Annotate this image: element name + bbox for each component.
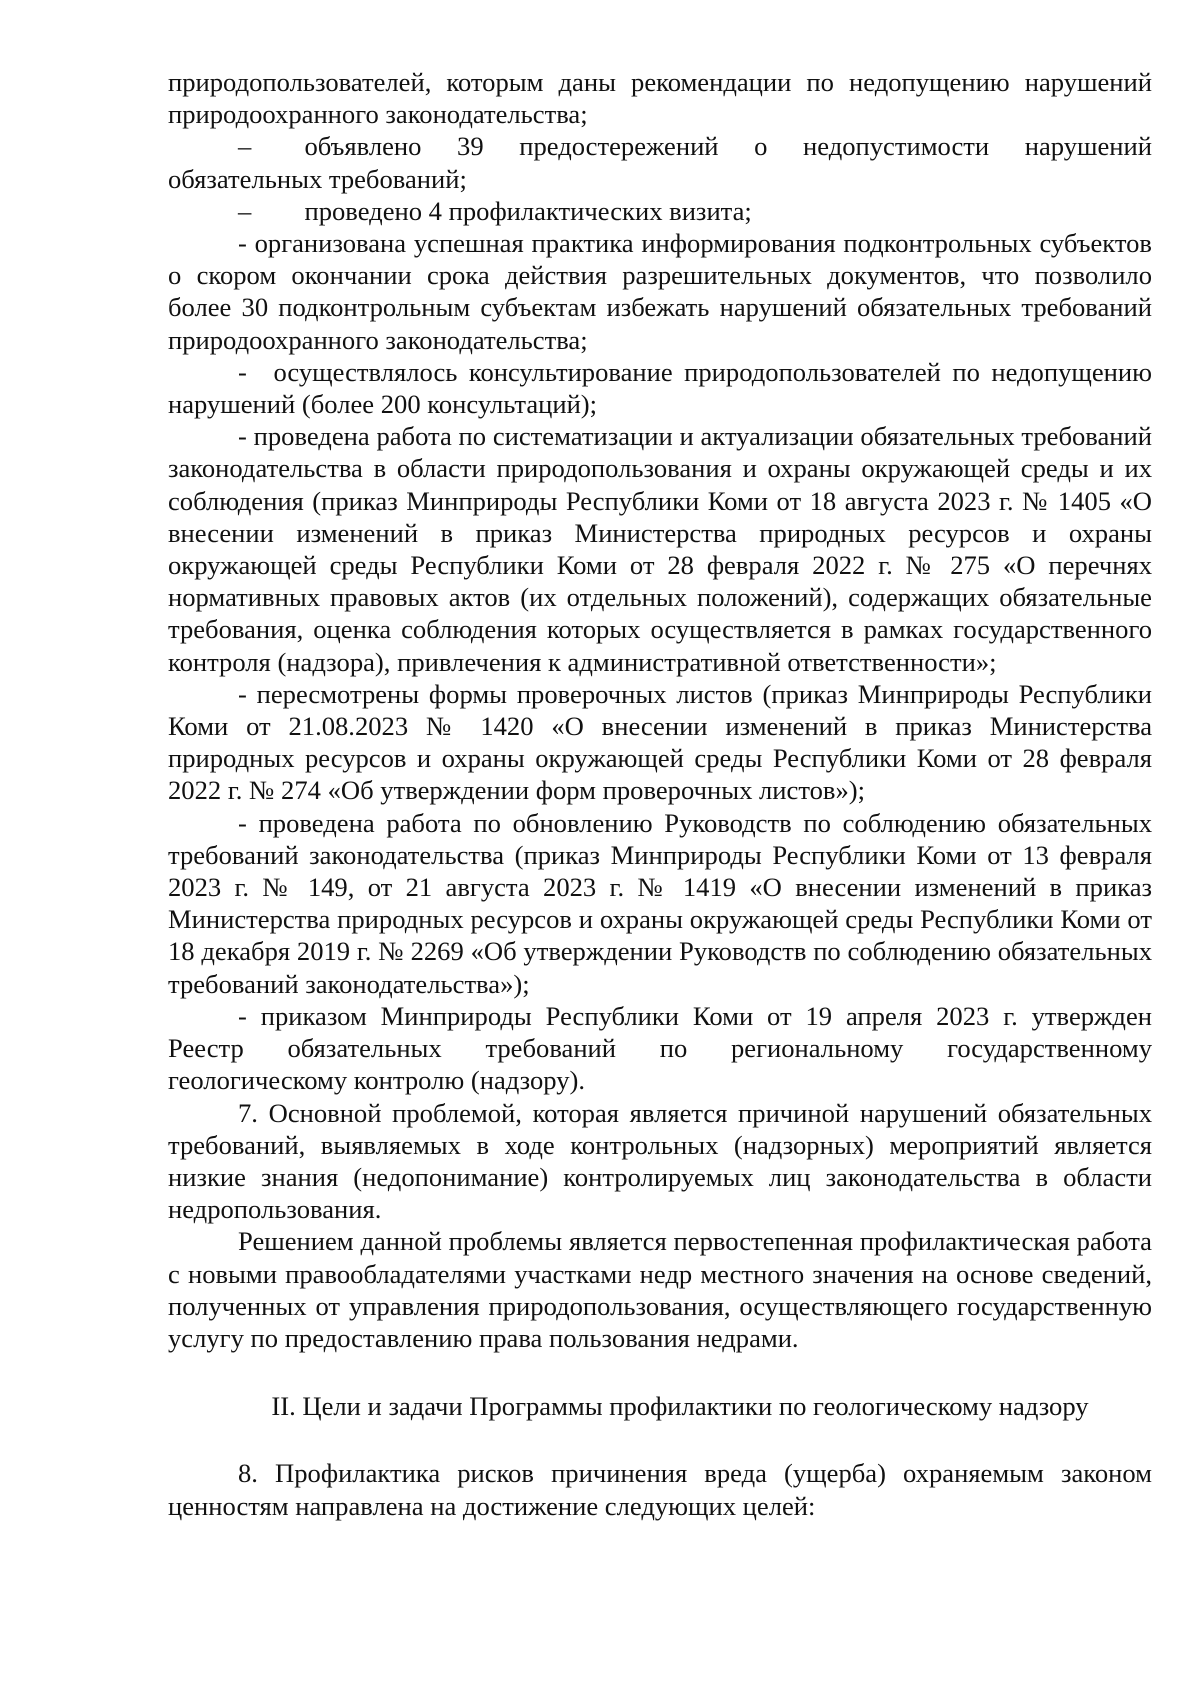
document-page [168, 66, 1152, 1522]
paragraph-consulting: - осуществлялось консультирование природопользователей по недопущению нарушений (более 200 консультаций); [168, 356, 1152, 420]
paragraph-systematization: - проведена работа по систематизации и актуализации обязательных требований законодательства в области природопользования и охраны окружающей среды и их соблюдения (приказ Минприроды Республики Коми от 18 августа 2023 г. № 1405 «О внесении изменений в приказ Министерства природных ресурсов и охраны окружающей среды Республики Коми от 28 февраля 2022 г. № 275 «О перечнях нормативных правовых актов (их отдельных положений), содержащих обязательные требования, оценка соблюдения которых осуществляется в рамках государственного контроля (надзора), привлечения к административной ответственности»; [168, 421, 1152, 677]
paragraph-continuation: природопользователей, которым даны рекомендации по недопущению нарушений природоохранного законодательства; [168, 67, 1152, 130]
paragraph-registry: - приказом Минприроды Республики Коми от 19 апреля 2023 г. утвержден Реестр обязательных требований по региональному государственному геологическому контролю (надзору). [168, 1000, 1152, 1096]
paragraph-solution: Решением данной проблемы является первостепенная профилактическая работа с новыми правообладателями участками недр местного значения на основе сведений, полученных от управления природопользования, осуществляющего государственную услугу по предоставлению права пользования недрами. [168, 1226, 1152, 1353]
paragraph-goals: 8. Профилактика рисков причинения вреда (ущерба) охраняемым законом ценностям направлена на достижение следующих целей: [168, 1458, 1152, 1521]
paragraph-checklists: - пересмотрены формы проверочных листов (приказ Минприроды Республики Коми от 21.08.2023 № 1420 «О внесении изменений в приказ Министерства природных ресурсов и охраны окружающей среды Республики Коми от 28 февраля 2022 г. № 274 «Об утверждении форм проверочных листов»); [168, 678, 1152, 806]
paragraph-problem: 7. Основной проблемой, которая является причиной нарушений обязательных требований, выявляемых в ходе контрольных (надзорных) мероприятий является низкие знания (недопонимание) контролируемых лиц законодательства в области недропользования. [168, 1097, 1152, 1225]
section-heading: II. Цели и задачи Программы профилактики по геологическому надзору [271, 1391, 1089, 1422]
paragraph-warnings: – объявлено 39 предостережений о недопустимости нарушений обязательных требований; [168, 131, 1152, 194]
paragraph-informing: - организована успешная практика информирования подконтрольных субъектов о скором окончании срока действия разрешительных документов, что позволило более 30 подконтрольным субъектам избежать нарушений обязательных требований природоохранного законодательства; [168, 228, 1152, 355]
paragraph-guides: - проведена работа по обновлению Руководств по соблюдению обязательных требований законодательства (приказ Минприроды Республики Коми от 13 февраля 2023 г. № 149, от 21 августа 2023 г. № 1419 «О внесении изменений в приказ Министерства природных ресурсов и охраны окружающей среды Республики Коми от 18 декабря 2019 г. № 2269 «Об утверждении Руководств по соблюдению обязательных требований законодательства»); [168, 807, 1152, 999]
paragraph-visits: – проведено 4 профилактических визита; [238, 195, 752, 226]
